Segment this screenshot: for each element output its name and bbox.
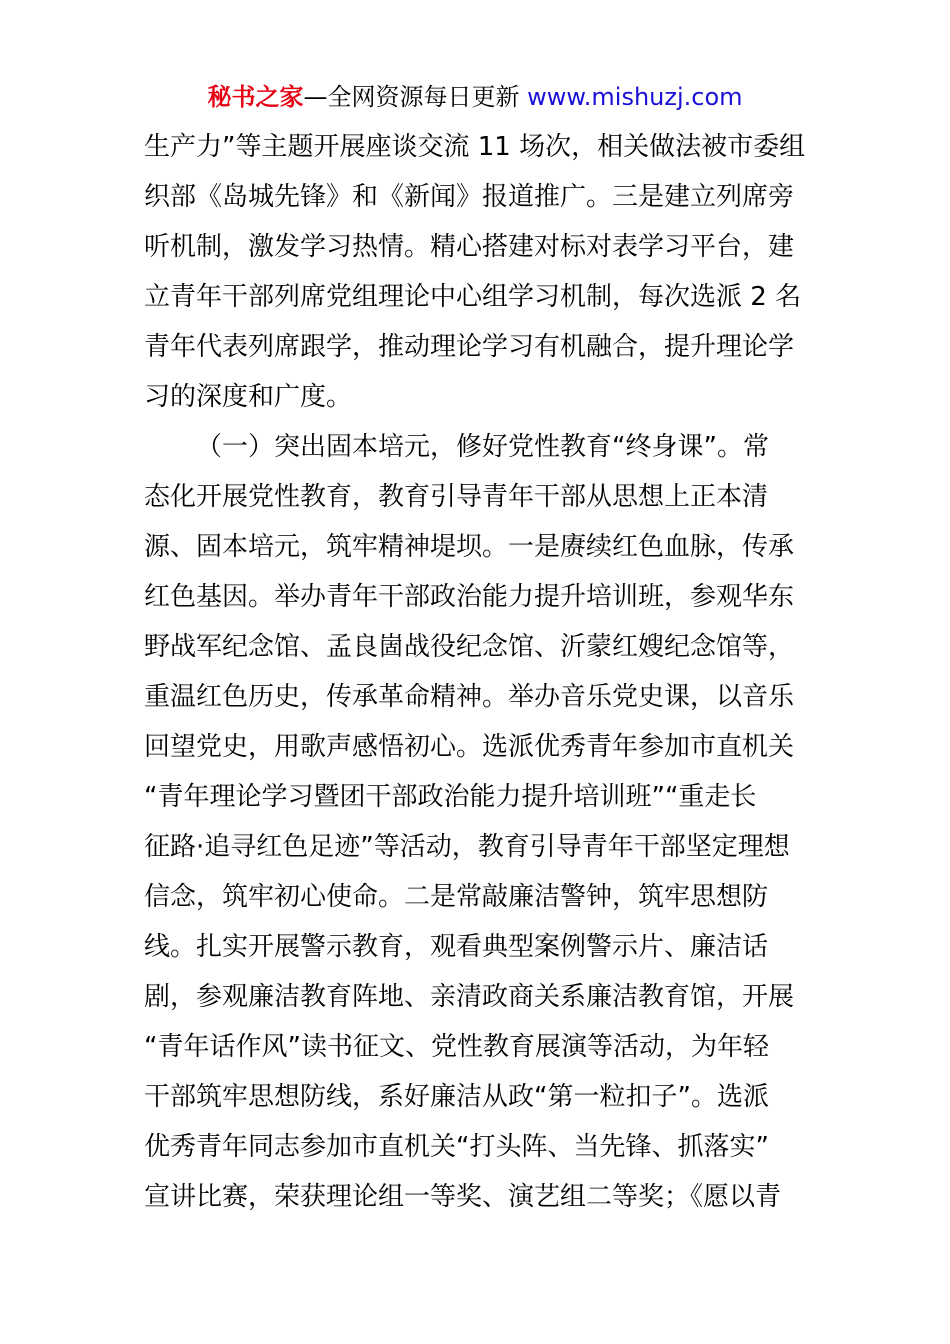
text-line: 听机制，激发学习热情。精心搭建对标对表学习平台，建 [144,232,795,262]
text-line: 线。扎实开展警示教育，观看典型案例警示片、廉洁话 [144,932,769,962]
text-line: 回望党史，用歌声感悟初心。选派优秀青年参加市直机关 [144,732,795,762]
document-body [144,122,824,1222]
text-line: 野战军纪念馆、孟良崮战役纪念馆、沂蒙红嫂纪念馆等， [144,632,795,662]
text-line: 信念，筑牢初心使命。二是常敲廉洁警钟，筑牢思想防 [144,882,769,912]
text-line: 优秀青年同志参加市直机关“打头阵、当先锋、抓落实” [144,1132,769,1162]
text-line: 源、固本培元，筑牢精神堤坝。一是赓续红色血脉，传承 [144,532,795,562]
text-line: 宣讲比赛，荣获理论组一等奖、演艺组二等奖；《愿以青 [144,1182,782,1212]
text-line: 立青年干部列席党组理论中心组学习机制，每次选派 2 名 [144,282,802,312]
text-line: 干部筑牢思想防线，系好廉洁从政“第一粒扣子”。选派 [144,1082,769,1112]
text-line: 重温红色历史，传承革命精神。举办音乐党史课，以音乐 [144,682,795,712]
text-line: 征路·追寻红色足迹”等活动，教育引导青年干部坚定理想 [144,832,790,862]
text-line: 青年代表列席跟学，推动理论学习有机融合，提升理论学 [144,332,795,362]
text-line: 剧，参观廉洁教育阵地、亲清政商关系廉洁教育馆，开展 [144,982,795,1012]
header-dash: — [303,83,328,111]
paragraph-heading: （一）突出固本培元，修好党性教育“终身课”。常 [196,432,769,462]
brand-name: 秘书之家 [207,83,304,111]
text-line: 生产力”等主题开展座谈交流 11 场次，相关做法被市委组 [144,132,806,162]
header-slogan: 全网资源每日更新 [327,83,528,111]
text-line: “青年话作风”读书征文、党性教育展演等活动，为年轻 [144,1032,769,1062]
text-line: 红色基因。举办青年干部政治能力提升培训班，参观华东 [144,582,795,612]
text-line: “青年理论学习暨团干部政治能力提升培训班”“重走长 [144,782,757,812]
text-line: 织部《岛城先锋》和《新闻》报道推广。三是建立列席旁 [144,182,795,212]
site-header [0,80,950,114]
text-line: 态化开展党性教育，教育引导青年干部从思想上正本清 [144,482,769,512]
text-line: 习的深度和广度。 [144,382,353,412]
site-url-link[interactable]: www.mishuzj.com [527,83,743,111]
